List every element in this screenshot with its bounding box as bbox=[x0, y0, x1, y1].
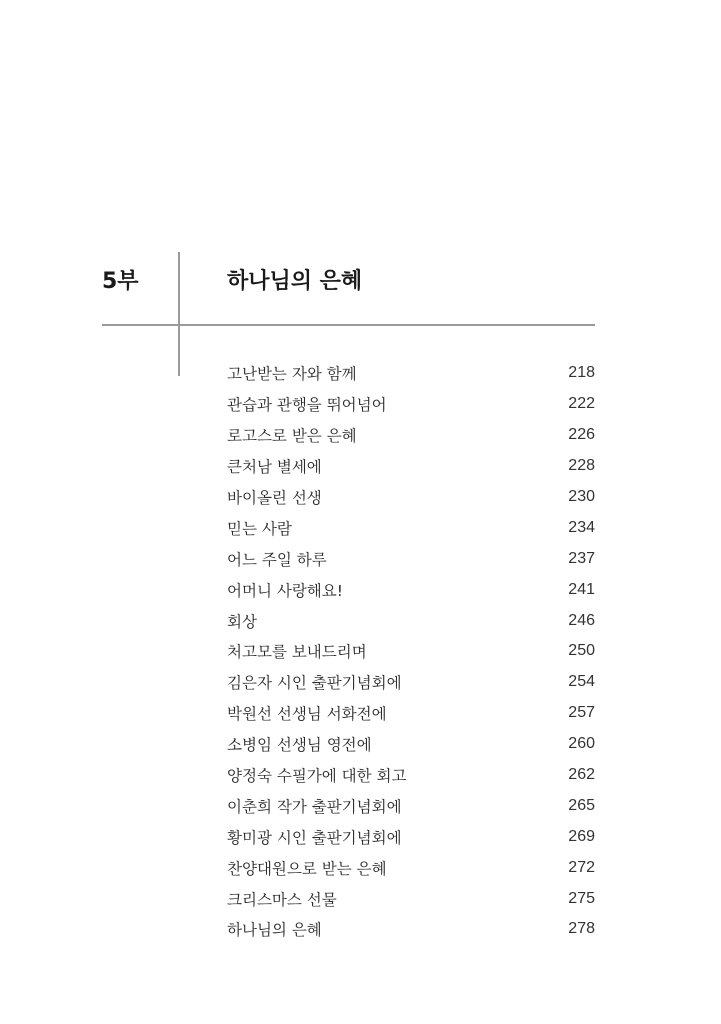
toc-entry-page: 262 bbox=[568, 766, 595, 784]
toc-entry-title: 김은자 시인 출판기념회에 bbox=[227, 674, 402, 693]
toc-entry-page: 246 bbox=[568, 611, 595, 629]
toc-entry[interactable] bbox=[227, 358, 595, 389]
toc-entry[interactable] bbox=[227, 821, 595, 852]
toc-entry[interactable] bbox=[227, 451, 595, 482]
toc-entry-title: 처고모를 보내드리며 bbox=[227, 643, 367, 662]
vertical-divider bbox=[178, 252, 180, 376]
toc-entry[interactable] bbox=[227, 389, 595, 420]
toc-entry-title: 양정숙 수필가에 대한 회고 bbox=[227, 767, 407, 786]
toc-entry-title: 어머니 사랑해요! bbox=[227, 581, 343, 600]
toc-entry[interactable] bbox=[227, 914, 595, 945]
toc-entry[interactable] bbox=[227, 852, 595, 883]
toc-entry-title: 황미광 시인 출판기념회에 bbox=[227, 828, 402, 847]
toc-entry[interactable] bbox=[227, 667, 595, 698]
toc-entry[interactable] bbox=[227, 482, 595, 513]
toc-entry-title: 하나님의 은혜 bbox=[227, 921, 322, 940]
horizontal-divider bbox=[102, 324, 595, 326]
toc-entry-title: 어느 주일 하루 bbox=[227, 550, 327, 569]
toc-entry-title: 소병임 선생님 영전에 bbox=[227, 736, 372, 755]
toc-entry-title: 큰처남 별세에 bbox=[227, 458, 322, 477]
toc-entry[interactable] bbox=[227, 543, 595, 574]
toc-entry-title: 박원선 선생님 서화전에 bbox=[227, 705, 387, 724]
toc-entry-page: 260 bbox=[568, 735, 595, 753]
toc-entry-title: 회상 bbox=[227, 612, 257, 631]
toc-entry-page: 237 bbox=[568, 549, 595, 567]
toc-entry-page: 257 bbox=[568, 704, 595, 722]
toc-entry[interactable] bbox=[227, 574, 595, 605]
toc-entry[interactable] bbox=[227, 605, 595, 636]
toc-entry-page: 275 bbox=[568, 889, 595, 907]
table-of-contents bbox=[227, 358, 595, 945]
toc-entry-page: 269 bbox=[568, 827, 595, 845]
toc-entry[interactable] bbox=[227, 729, 595, 760]
toc-entry-page: 226 bbox=[568, 426, 595, 444]
toc-entry[interactable] bbox=[227, 636, 595, 667]
toc-entry-title: 고난받는 자와 함께 bbox=[227, 365, 357, 384]
toc-entry-page: 265 bbox=[568, 796, 595, 814]
toc-entry-page: 228 bbox=[568, 457, 595, 475]
toc-entry[interactable] bbox=[227, 760, 595, 791]
toc-entry-page: 241 bbox=[568, 580, 595, 598]
toc-entry[interactable] bbox=[227, 512, 595, 543]
toc-entry-title: 찬양대원으로 받는 은혜 bbox=[227, 859, 387, 878]
toc-entry[interactable] bbox=[227, 420, 595, 451]
toc-entry-page: 272 bbox=[568, 858, 595, 876]
toc-entry-page: 250 bbox=[568, 642, 595, 660]
toc-entry[interactable] bbox=[227, 790, 595, 821]
toc-entry-title: 믿는 사람 bbox=[227, 519, 292, 538]
toc-entry-page: 230 bbox=[568, 488, 595, 505]
toc-entry[interactable] bbox=[227, 698, 595, 729]
toc-entry[interactable] bbox=[227, 883, 595, 914]
toc-entry-title: 로고스로 받은 은혜 bbox=[227, 427, 357, 446]
toc-entry-title: 바이올린 선생 bbox=[227, 489, 322, 507]
toc-entry-title: 이춘희 작가 출판기념회에 bbox=[227, 797, 402, 816]
toc-entry-page: 218 bbox=[568, 364, 595, 382]
toc-entry-title: 크리스마스 선물 bbox=[227, 890, 337, 909]
toc-entry-page: 254 bbox=[568, 673, 595, 691]
part-number: 5부 bbox=[102, 269, 139, 294]
toc-entry-page: 234 bbox=[568, 518, 595, 536]
toc-entry-page: 278 bbox=[568, 920, 595, 938]
toc-entry-title: 관습과 관행을 뛰어넘어 bbox=[227, 396, 387, 415]
part-title: 하나님의 은혜 bbox=[227, 269, 363, 294]
toc-entry-page: 222 bbox=[568, 395, 595, 413]
